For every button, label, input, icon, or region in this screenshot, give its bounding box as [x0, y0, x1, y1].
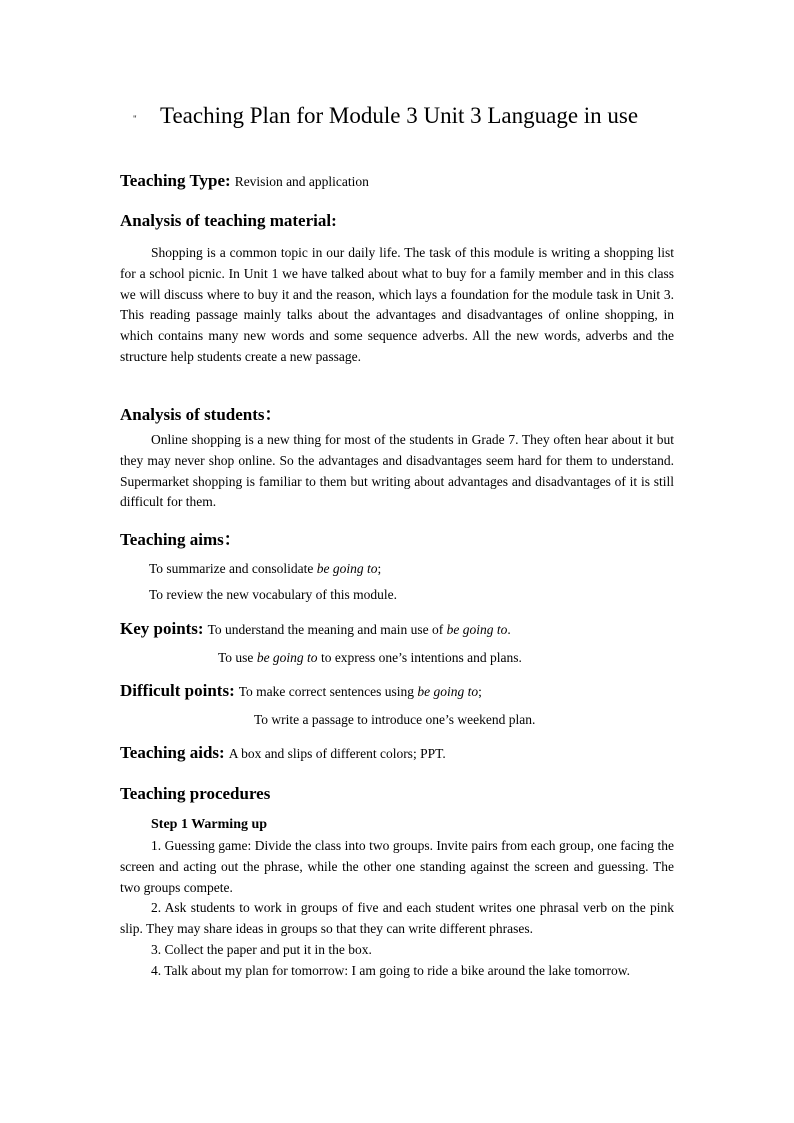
key-points-label: Key points:	[120, 619, 204, 638]
key-point-1	[208, 622, 511, 637]
difficult-point-2: To write a passage to introduce one’s weekend plan.	[254, 712, 536, 727]
key-point-2-suffix: to express one’s intentions and plans.	[317, 650, 522, 665]
teaching-aids-line	[120, 743, 446, 763]
step-1-items	[120, 836, 674, 982]
key-points-line	[120, 619, 511, 639]
page-title: Teaching Plan for Module 3 Unit 3 Language in use	[160, 103, 639, 128]
aim1-suffix: ;	[377, 561, 382, 576]
difficult-point-1	[239, 684, 482, 699]
difficult-points-line	[120, 681, 482, 701]
key-point-2-text: To use	[218, 650, 257, 665]
teaching-type-line	[120, 171, 369, 191]
procedure-item: 1. Guessing game: Divide the class into two groups. Invite pairs from each group, one facing the screen and acting out the phrase, while the other one standing against the screen and guessing. The two groups compete.	[120, 838, 674, 895]
aim1-emphasis: be going to	[316, 561, 378, 576]
analysis-students-heading: Analysis of students：	[120, 405, 282, 424]
procedure-item: 3. Collect the paper and put it in the box.	[151, 941, 372, 957]
key-point-1-text: To understand the meaning and main use of	[207, 622, 447, 637]
teaching-aim-2: To review the new vocabulary of this module.	[149, 587, 397, 602]
analysis-material-paragraph: Shopping is a common topic in our daily life. The task of this module is writing a shopping list for a school picnic. In Unit 1 we have talked about what to buy for a family member and in this class we will discuss where to buy it and the reason, which lays a foundation for the module task in Unit 3. This reading passage mainly talks about the advantages and disadvantages of online shopping, in which contains many new words and some sequence adverbs. All the new words, adverbs and the structure help students create a new passage.	[120, 245, 674, 364]
aim1-text: To summarize and consolidate	[149, 561, 317, 576]
difficult-point-1-text: To make correct sentences using	[238, 684, 418, 699]
procedure-item: 2. Ask students to work in groups of five and each student writes one phrasal verb on the pink slip. They may share ideas in groups so that they can write different phrases.	[120, 900, 674, 937]
teaching-aids-label: Teaching aids:	[120, 743, 225, 762]
header-mark: "	[133, 114, 137, 124]
difficult-points-label: Difficult points:	[120, 681, 235, 700]
teaching-type-label: Teaching Type:	[120, 171, 231, 190]
teaching-type-value: Revision and application	[234, 174, 369, 189]
difficult-point-1-emphasis: be going to	[417, 684, 479, 699]
key-point-2-emphasis: be going to	[256, 650, 318, 665]
analysis-material-text	[120, 243, 674, 368]
key-point-1-suffix: .	[507, 622, 511, 637]
key-point-2	[218, 650, 522, 666]
key-point-1-emphasis: be going to	[446, 622, 508, 637]
teaching-aids-value: A box and slips of different colors; PPT.	[228, 746, 446, 761]
difficult-point-1-suffix: ;	[478, 684, 482, 699]
procedure-item: 4. Talk about my plan for tomorrow: I am going to ride a bike around the lake tomorrow.	[151, 962, 630, 978]
teaching-procedures-heading: Teaching procedures	[120, 784, 271, 803]
analysis-students-paragraph: Online shopping is a new thing for most of the students in Grade 7. They often hear about it but they may never shop online. So the advantages and disadvantages seem hard for them to understand. Supermarket shopping is familiar to them but writing about advantages and disadvantages of it is still difficult for them.	[120, 432, 674, 510]
teaching-aims-heading: Teaching aims：	[120, 530, 241, 549]
analysis-material-heading: Analysis of teaching material:	[120, 211, 337, 230]
step-1-title: Step 1 Warming up	[151, 817, 268, 832]
analysis-students-text	[120, 430, 674, 513]
teaching-aim-1	[149, 561, 381, 577]
